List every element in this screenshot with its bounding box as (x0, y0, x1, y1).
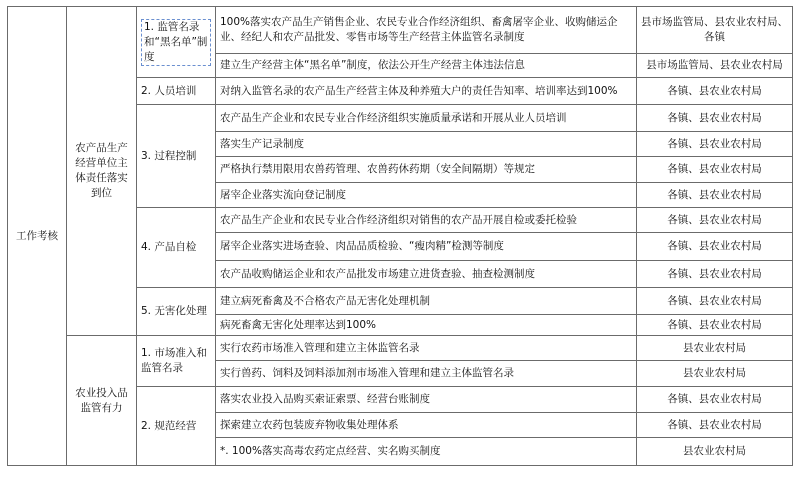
subcategory-cell (137, 7, 216, 78)
responsible-cell: 县市场监管局、县农业农村局 (637, 54, 793, 78)
content-cell: 农产品收购储运企业和农产品批发市场建立进货查验、抽查检测制度 (216, 261, 637, 288)
table-row (8, 336, 793, 361)
responsible-cell: 各镇、县农业农村局 (637, 261, 793, 288)
responsible-cell: 各镇、县农业农村局 (637, 183, 793, 208)
content-cell: 农产品生产企业和农民专业合作经济组织实施质量承诺和开展从业人员培训 (216, 105, 637, 132)
group-name-cell: 农产品生产经营单位主体责任落实到位 (67, 7, 137, 336)
responsible-cell: 县农业农村局 (637, 361, 793, 387)
responsible-cell: 各镇、县农业农村局 (637, 157, 793, 183)
content-cell: 实行兽药、饲料及饲料添加剂市场准入管理和建立主体监管名录 (216, 361, 637, 387)
responsible-cell: 各镇、县农业农村局 (637, 315, 793, 336)
content-cell: 严格执行禁用限用农兽药管理、农兽药休药期（安全间隔期）等规定 (216, 157, 637, 183)
content-cell: 建立病死畜禽及不合格农产品无害化处理机制 (216, 288, 637, 315)
responsible-cell: 各镇、县农业农村局 (637, 288, 793, 315)
content-cell: 100%落实农产品生产销售企业、农民专业合作经济组织、畜禽屠宰企业、收购储运企业、经纪人和农产品批发、零售市场等生产经营主体监管名录制度 (216, 7, 637, 54)
content-cell: 屠宰企业落实流向登记制度 (216, 183, 637, 208)
content-cell: 病死畜禽无害化处理率达到100% (216, 315, 637, 336)
content-cell: 农产品生产企业和农民专业合作经济组织对销售的农产品开展自检或委托检验 (216, 208, 637, 233)
category-cell: 工作考核 (8, 7, 67, 466)
group-name-cell: 农业投入品监管有力 (67, 336, 137, 466)
responsible-cell: 各镇、县农业农村局 (637, 208, 793, 233)
content-cell: 屠宰企业落实进场查验、肉品品质检验、“瘦肉精”检测等制度 (216, 233, 637, 261)
subcategory-cell: 2. 规范经营 (137, 387, 216, 466)
content-cell: 实行农药市场准入管理和建立主体监管名录 (216, 336, 637, 361)
responsible-cell: 各镇、县农业农村局 (637, 387, 793, 413)
subcategory-cell: 5. 无害化处理 (137, 288, 216, 336)
content-cell: 探索建立农药包装废弃物收集处理体系 (216, 413, 637, 438)
responsible-cell: 各镇、县农业农村局 (637, 233, 793, 261)
responsible-cell: 各镇、县农业农村局 (637, 78, 793, 105)
subcategory-cell: 3. 过程控制 (137, 105, 216, 208)
responsible-cell: 各镇、县农业农村局 (637, 105, 793, 132)
content-cell: 对纳入监管名录的农产品生产经营主体及种养殖大户的责任告知率、培训率达到100% (216, 78, 637, 105)
responsible-cell: 各镇、县农业农村局 (637, 413, 793, 438)
subcategory-cell: 4. 产品自检 (137, 208, 216, 288)
content-cell: 建立生产经营主体“黑名单”制度，依法公开生产经营主体违法信息 (216, 54, 637, 78)
assessment-table (7, 6, 793, 466)
responsible-cell: 县农业农村局 (637, 336, 793, 361)
responsible-cell: 县市场监管局、县农业农村局、各镇 (637, 7, 793, 54)
content-cell: 落实生产记录制度 (216, 132, 637, 157)
table-row (8, 7, 793, 54)
selected-text[interactable]: 1. 监管名录和“黑名单”制度 (141, 19, 211, 66)
content-cell: *. 100%落实高毒农药定点经营、实名购买制度 (216, 438, 637, 466)
content-cell: 落实农业投入品购买索证索票、经营台账制度 (216, 387, 637, 413)
subcategory-cell: 1. 市场准入和监管名录 (137, 336, 216, 387)
responsible-cell: 县农业农村局 (637, 438, 793, 466)
subcategory-cell: 2. 人员培训 (137, 78, 216, 105)
responsible-cell: 各镇、县农业农村局 (637, 132, 793, 157)
